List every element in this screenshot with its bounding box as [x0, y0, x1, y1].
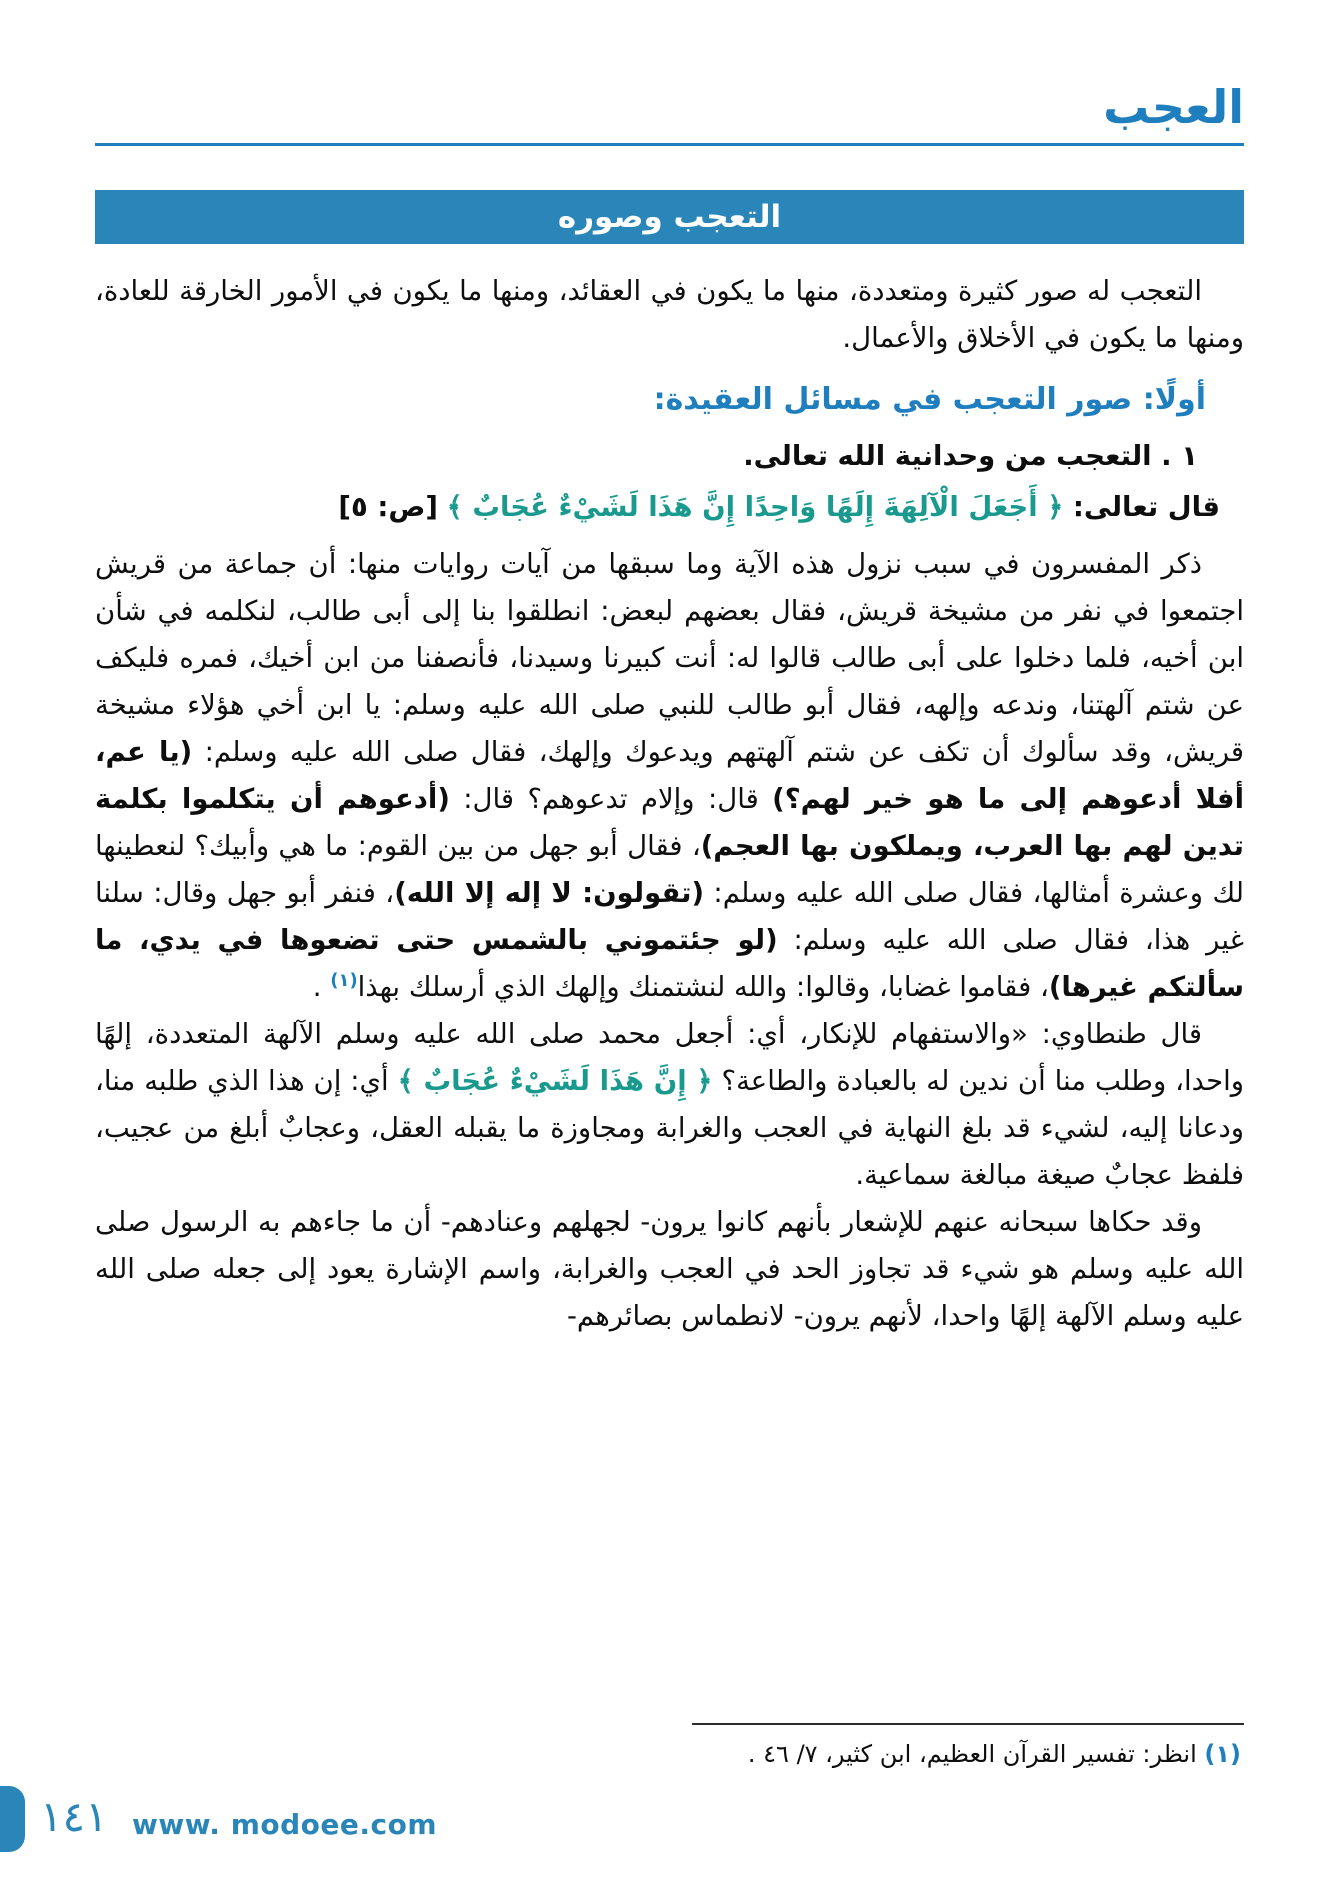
prophet-quote: (يا عم، أفلا أدعوهم إلى ما هو خير لهم؟) — [95, 735, 1244, 815]
narration-text: ذكر المفسرون في سبب نزول هذه الآية وما سبقها من آيات روايات منها: أن جماعة من قريش اجتمعوا في نفر من مشيخة قريش، فقال بعضهم لبعض: انطلقوا بنا إلى أبى طالب، لنكلمه في شأن ابن أخيه، فلما دخلوا على أبى طالب قالوا له: أنت كبيرنا وسيدنا، فأنصفنا من ابن أخيك، فمره فليكف عن شتم آلهتنا، وندعه وإلهه، فقال أبو طالب للنبي صلى الله عليه وسلم: يا ابن أخي هؤلاء مشيخة قريش، وقد سألوك أن تكف عن شتم آلهتهم ويدعوك وإلهك، فقال صلى الله عليه وسلم: — [95, 547, 1245, 768]
story-paragraph — [95, 541, 1244, 1011]
footnote-text: انظر: تفسير القرآن العظيم، ابن كثير، ٧/ ٤٦ . — [747, 1740, 1205, 1768]
prophet-quote: (لو جئتموني بالشمس حتى تضعوها في يدي، ما سألتكم غيرها) — [95, 923, 1244, 1003]
footnote-ref-1: (١) — [330, 969, 358, 991]
narration-text: ، فنفر أبو جهل وقال: سلنا غير هذا، فقال صلى الله عليه وسلم: — [95, 876, 1244, 956]
inline-quran-verse: ﴿ إِنَّ هَذَا لَشَيْءٌ عُجَابٌ ﴾ — [397, 1064, 713, 1097]
page-header — [95, 82, 1244, 146]
chapter-title: العجب — [1103, 80, 1244, 134]
header-divider — [95, 143, 1244, 146]
verse-line — [95, 484, 1220, 531]
list-item-1: ١ . التعجب من وحدانية الله تعالى. — [743, 439, 1198, 472]
footnote-marker: (١) — [1204, 1740, 1241, 1768]
page-edge-tab — [0, 1786, 25, 1852]
prophet-quote: (تقولون: لا إله إلا الله) — [394, 876, 705, 909]
page-number: ١٤١ — [40, 1792, 108, 1841]
website-www: www. — [132, 1808, 221, 1841]
closing-paragraph: وقد حكاها سبحانه عنهم للإشعار بأنهم كانوا يرون- لجهلهم وعنادهم- أن ما جاءهم به الرسول صلى الله عليه وسلم هو شيء قد تجاوز الحد في العجب والغرابة، واسم الإشارة يعود إلى جعله صلى الله عليه وسلم الآلهة إلهًا واحدا، لأنهم يرون- لانطماس بصائرهم- — [95, 1205, 1244, 1332]
commentary-text: قال طنطاوي: «والاستفهام للإنكار، أي: أجعل محمد صلى الله عليه وسلم الآلهة المتعددة، إلهًا واحدا، وطلب منا أن ندين له بالعبادة والطاعة؟ — [95, 1017, 1244, 1097]
narration-text: ، فقاموا غضابا، وقالوا: والله لنشتمنك وإلهك الذي أرسلك بهذا — [357, 970, 1049, 1003]
website-url — [132, 1808, 437, 1841]
narration-text: قال: وإلام تدعوهم؟ قال: — [449, 782, 773, 815]
heading-aqeedah-forms: أولًا: صور التعجب في مسائل العقيدة: — [653, 381, 1206, 417]
footnote — [748, 1736, 1241, 1772]
intro-paragraph: التعجب له صور كثيرة ومتعددة، منها ما يكون في العقائد، ومنها ما يكون في الأمور الخارقة للعادة، ومنها ما يكون في الأخلاق والأعمال. — [95, 274, 1244, 354]
website-domain: modoee.com — [230, 1808, 438, 1841]
quran-verse: ﴿ أَجَعَلَ الْآلِهَةَ إِلَهًا وَاحِدًا إِنَّ هَذَا لَشَيْءٌ عُجَابٌ ﴾ — [446, 490, 1064, 523]
footnote-divider — [692, 1723, 1244, 1725]
prophet-quote: (أدعوهم أن يتكلموا بكلمة تدين لهم بها العرب، ويملكون بها العجم) — [95, 782, 1244, 862]
narration-text: ، فقال أبو جهل من بين القوم: ما هي وأبيك؟ لنعطينها لك وعشرة أمثالها، فقال صلى الله عليه وسلم: — [95, 829, 1245, 909]
verse-intro-label: قال تعالى: — [1063, 490, 1220, 523]
commentary-text: أي: إن هذا الذي طلبه منا، ودعانا إليه، لشيء قد بلغ النهاية في العجب والغرابة ومجاوزة ما يقبله العقل، وعجابٌ أبلغ من عجيب، فلفظ عجابٌ صيغة مبالغة سماعية. — [95, 1064, 1244, 1191]
section-banner — [95, 190, 1244, 244]
page-body — [95, 268, 1244, 1340]
narration-text: . — [312, 970, 331, 1003]
section-banner-title: التعجب وصوره — [557, 198, 782, 235]
tantawi-paragraph — [95, 1011, 1244, 1199]
verse-reference: [ص: ٥] — [338, 490, 438, 523]
